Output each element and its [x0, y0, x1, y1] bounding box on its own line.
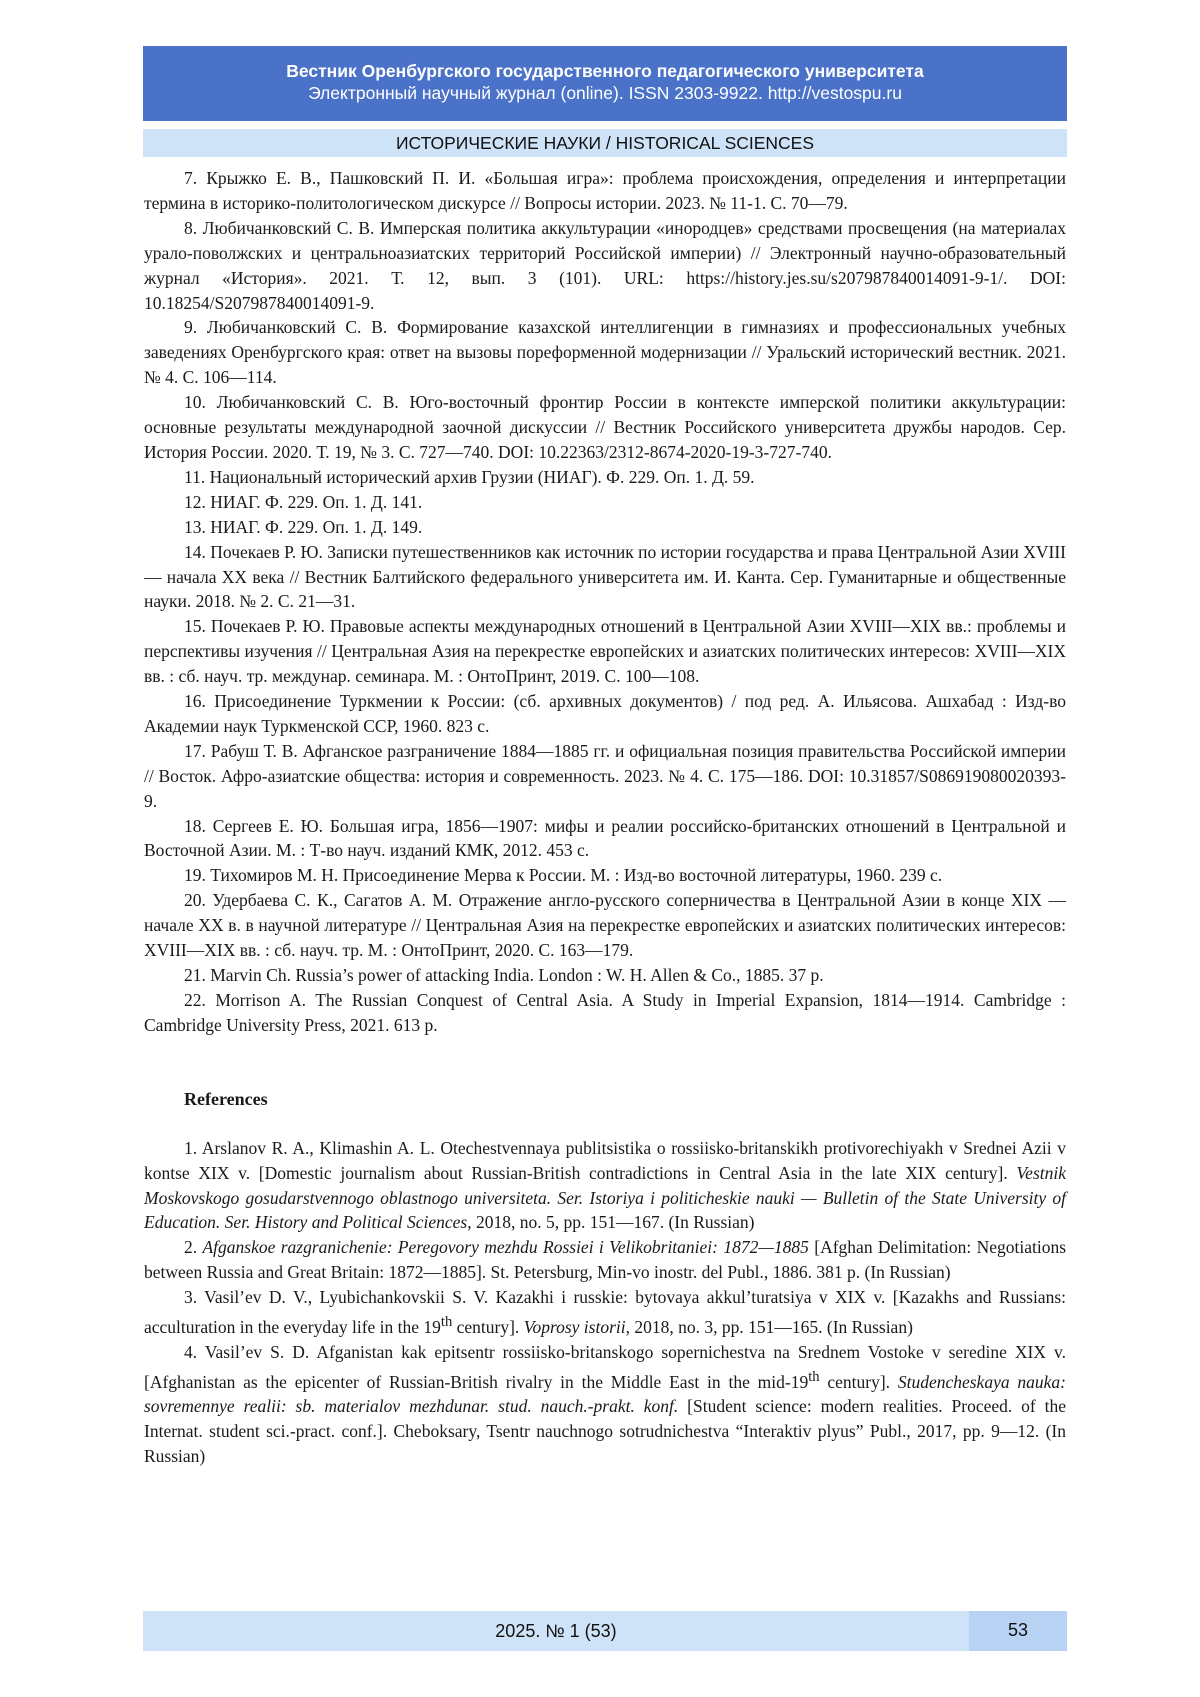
references-en-list	[144, 1136, 1066, 1469]
reference-item: 7. Крыжко Е. В., Пашковский П. И. «Большая игра»: проблема происхождения, определения и интерпретации термина в историко-политологическом дискурсе // Вопросы истории. 2023. № 11-1. С. 70—79.	[144, 168, 1066, 213]
reference-item: 22. Morrison A. The Russian Conquest of Central Asia. A Study in Imperial Expansion, 1814—1914. Cambridge : Cambridge University Press, 2021. 613 p.	[144, 989, 1066, 1035]
reference-item: 8. Любичанковский С. В. Имперская политика аккультурации «инородцев» средствами просвещения (на материалах урало-поволжских и центральноазиатских территорий Российской империи) // Электронный научно-образовательный журнал «История». 2021. Т. 12, вып. 3 (101). URL: https://history.jes.su/s207987840014091-9-1/. DOI: 10.18254/S207987840014091-9.	[144, 217, 1066, 313]
proceedings-title: Studencheskaya nauka: sovremennye realii: sb. materialov mezhdunar. stud. nauch.-prakt. konf.	[144, 1371, 1066, 1417]
reference-item: 13. НИАГ. Ф. 229. Оп. 1. Д. 149.	[184, 516, 423, 537]
journal-header	[143, 46, 1067, 121]
reference-item: 18. Сергеев Е. Ю. Большая игра, 1856—1907: мифы и реалии российско-британских отношений в Центральной и Восточной Азии. М. : Т-во науч. изданий КМК, 2012. 453 с.	[144, 815, 1066, 861]
reference-en-item: 3. Vasil’ev D. V., Lyubichankovskii S. V. Kazakhi i russkie: bytovaya akkul’turatsiya v XIX v. [Kazakhs and Russians: acculturation in the everyday life in the 19th century]. Voprosy istorii, 2018, no. 3, pp. 151—165. (In Russian)	[144, 1287, 1066, 1337]
reference-en-item: 1. Arslanov R. A., Klimashin A. L. Otechestvennaya publitsistika o rossiisko-britanskikh protivorechiyakh v Srednei Azii v kontse XIX v. [Domestic journalism about Russian-British contradictions in Central Asia in the late XIX century]. Vestnik Moskovskogo gosudarstvennogo oblastnogo universiteta. Ser. Istoriya i politicheskie nauki — Bulletin of the State University of Education. Ser. History and Political Sciences, 2018, no. 5, pp. 151—167. (In Russian)	[144, 1137, 1066, 1233]
reference-item: 15. Почекаев Р. Ю. Правовые аспекты международных отношений в Центральной Азии XVIII—XIX вв.: проблемы и перспективы изучения // Центральная Азия на перекрестке европейских и азиатских политических интересов: XVIII—XIX вв. : сб. науч. тр. междунар. семинара. М. : ОнтоПринт, 2019. С. 100—108.	[144, 616, 1066, 687]
reference-item: 21. Marvin Ch. Russia’s power of attacking India. London : W. H. Allen & Co., 1885. 37 p.	[184, 965, 824, 985]
reference-item: 10. Любичанковский С. В. Юго-восточный фронтир России в контексте имперской политики аккультурации: основные результаты международной заочной дискуссии // Вестник Российского университета дружбы народов. Сер. История России. 2020. Т. 19, № 3. С. 727—740. DOI: 10.22363/2312-8674-2020-19-3-727-740.	[144, 392, 1066, 462]
references-heading: References	[184, 1088, 268, 1109]
reference-item: 20. Удербаева С. К., Сагатов А. М. Отражение англо-русского соперничества в Центральной Азии в конце XIX — начале XX в. в научной литературе // Центральная Азия на перекрестке европейских и азиатских политических интересов: XVIII—XIX вв. : сб. науч. тр. М. : ОнтоПринт, 2020. С. 163—179.	[144, 890, 1066, 961]
page-footer	[143, 1611, 1067, 1651]
references-content	[144, 166, 1066, 1469]
book-title: Afganskoe razgranichenie: Peregovory mezhdu Rossiei i Velikobritaniei: 1872—1885	[202, 1237, 809, 1258]
reference-item: 12. НИАГ. Ф. 229. Оп. 1. Д. 141.	[184, 491, 423, 512]
reference-item: 14. Почекаев Р. Ю. Записки путешественников как источник по истории государства и права Центральной Азии XVIII — начала XX века // Вестник Балтийского федерального университета им. И. Канта. Сер. Гуманитарные и общественные науки. 2018. № 2. С. 21—31.	[144, 541, 1066, 612]
reference-item: 11. Национальный исторический архив Грузии (НИАГ). Ф. 229. Оп. 1. Д. 59.	[184, 466, 755, 487]
issue-number: 2025. № 1 (53)	[495, 1621, 617, 1641]
page-number: 53	[969, 1611, 1067, 1651]
journal-subtitle: Электронный научный журнал (online). ISSN 2303-9922. http://vestospu.ru	[308, 83, 902, 103]
journal-name: Vestnik Moskovskogo gosudarstvennogo oblastnogo universiteta. Ser. Istoriya i politicheskie nauki — Bulletin of the State University of Education. Ser. History and Political Sciences	[144, 1162, 1066, 1233]
reference-item: 16. Присоединение Туркмении к России: (сб. архивных документов) / под ред. А. Ильясова. Ашхабад : Изд-во Академии наук Туркменской ССР, 1960. 823 с.	[144, 691, 1066, 736]
journal-title: Вестник Оренбургского государственного педагогического университета	[286, 61, 924, 81]
reference-item: 19. Тихомиров М. Н. Присоединение Мерва к России. М. : Изд-во восточной литературы, 1960. 239 с.	[184, 865, 943, 886]
section-title: ИСТОРИЧЕСКИЕ НАУКИ / HISTORICAL SCIENCES	[143, 129, 1067, 157]
reference-en-item: 4. Vasil’ev S. D. Afganistan kak epitsentr rossiisko-britanskogo sopernichestva na Srednem Vostoke v seredine XIX v. [Afghanistan as the epicenter of Russian-British rivalry in the Middle East in the mid-19th century]. Studencheskaya nauka: sovremennye realii: sb. materialov mezhdunar. stud. nauch.-prakt. konf. [Student science: modern realities. Proceed. of the Internat. student sci.-pract. conf.]. Cheboksary, Tsentr nauchnogo sotrudnichestva “Interaktiv plyus” Publ., 2017, pp. 9—12. (In Russian)	[144, 1341, 1066, 1467]
reference-item: 9. Любичанковский С. В. Формирование казахской интеллигенции в гимназиях и профессиональных учебных заведениях Оренбургского края: ответ на вызовы пореформенной модернизации // Уральский исторический вестник. 2021. № 4. С. 106—114.	[144, 317, 1066, 388]
reference-item: 17. Рабуш Т. В. Афганское разграничение 1884—1885 гг. и официальная позиция правительства Российской империи // Восток. Афро-азиатские общества: история и современность. 2023. № 4. С. 175—186. DOI: 10.31857/S086919080020393-9.	[144, 740, 1066, 811]
journal-name: Voprosy istorii	[523, 1316, 626, 1337]
reference-en-item: 2. Afganskoe razgranichenie: Peregovory mezhdu Rossiei i Velikobritaniei: 1872—1885 [Afghan Delimitation: Negotiations between Russia and Great Britain: 1872—1885]. St. Petersburg, Min-vo inostr. del Publ., 1886. 381 p. (In Russian)	[144, 1237, 1067, 1283]
